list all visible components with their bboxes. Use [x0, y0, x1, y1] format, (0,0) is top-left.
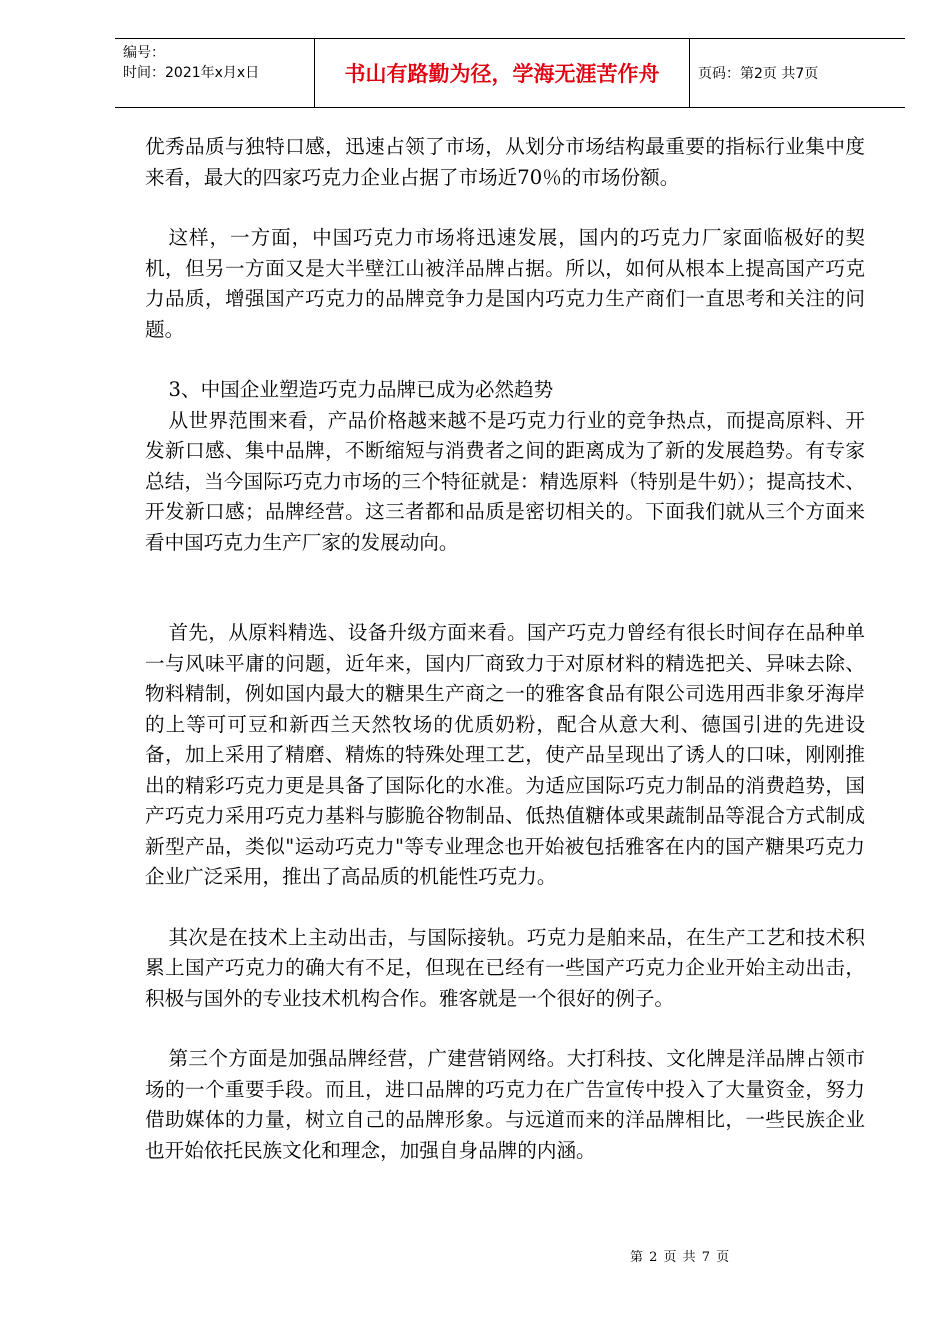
doc-number-label: 编号： — [123, 45, 165, 61]
paragraph-branding: 第三个方面是加强品牌经营，广建营销网络。大打科技、文化牌是洋品牌占领市场的一个重要手段。而且，进口品牌的巧克力在广告宣传中投入了大量资金，努力借助媒体的力量，树立自己的品牌形象。与远道而来的洋品牌相比，一些民族企业也开始依托民族文化和理念，加强自身品牌的内涵。 — [145, 1047, 865, 1162]
paragraph-technology: 其次是在技术上主动出击，与国际接轨。巧克力是舶来品，在生产工艺和技术积累上国产巧克力的确大有不足，但现在已经有一些国产巧克力企业开始主动出击，积极与国外的专业技术机构合作。雅客就是一个很好的例子。 — [145, 925, 865, 1010]
header-page-info: 页码：第2页 共7页 — [698, 66, 819, 82]
paragraph-raw-materials: 首先，从原料精选、设备升级方面来看。国产巧克力曾经有很长时间存在品种单一与风味平庸的问题，近年来，国内厂商致力于对原材料的精选把关、异味去除、物料精制，例如国内最大的糖果生产商之一的雅客食品有限公司选用西非象牙海岸的上等可可豆和新西兰天然牧场的优质奶粉，配合从意大利、德国引进的先进设备，加上采用了精磨、精炼的特殊处理工艺，使产品呈现出了诱人的口味，刚刚推出的精彩巧克力更是具备了国际化的水准。为适应国际巧克力制品的消费趋势，国产巧克力采用巧克力基料与膨脆谷物制品、低热值糖体或果蔬制品等混合方式制成新型产品，类似"运动巧克力"等专业理念也开始被包括雅客在内的国产糖果巧克力企业广泛采用，推出了高品质的机能性巧克力。 — [145, 621, 865, 888]
doc-time-label: 时间：2021年x月x日 — [123, 65, 260, 81]
page-header — [115, 38, 905, 108]
section-heading-brand-trend: 3、中国企业塑造巧克力品牌已成为必然趋势 — [168, 378, 554, 401]
paragraph-opportunity: 这样，一方面，中国巧克力市场将迅速发展，国内的巧克力厂家面临极好的契机，但另一方面又是大半壁江山被洋品牌占据。所以，如何从根本上提高国产巧克力品质，增强国产巧克力的品牌竞争力是国内巧克力生产商们一直思考和关注的问题。 — [145, 226, 865, 341]
document-body — [145, 132, 865, 1166]
header-motto: 书山有路勤为径，学海无涯苦作舟 — [315, 39, 690, 107]
header-meta — [115, 39, 315, 107]
page-footer: 第 2 页 共 7 页 — [630, 1250, 731, 1265]
paragraph-market-share: 优秀品质与独特口感，迅速占领了市场，从划分市场结构最重要的指标行业集中度来看，最大的四家巧克力企业占据了市场近70％的市场份额。 — [145, 135, 865, 189]
paragraph-global-trends: 从世界范围来看，产品价格越来越不是巧克力行业的竞争热点，而提高原料、开发新口感、集中品牌，不断缩短与消费者之间的距离成为了新的发展趋势。有专家总结，当今国际巧克力市场的三个特征就是：精选原料（特别是牛奶）；提高技术、开发新口感；品牌经营。这三者都和品质是密切相关的。下面我们就从三个方面来看中国巧克力生产厂家的发展动向。 — [145, 408, 865, 554]
